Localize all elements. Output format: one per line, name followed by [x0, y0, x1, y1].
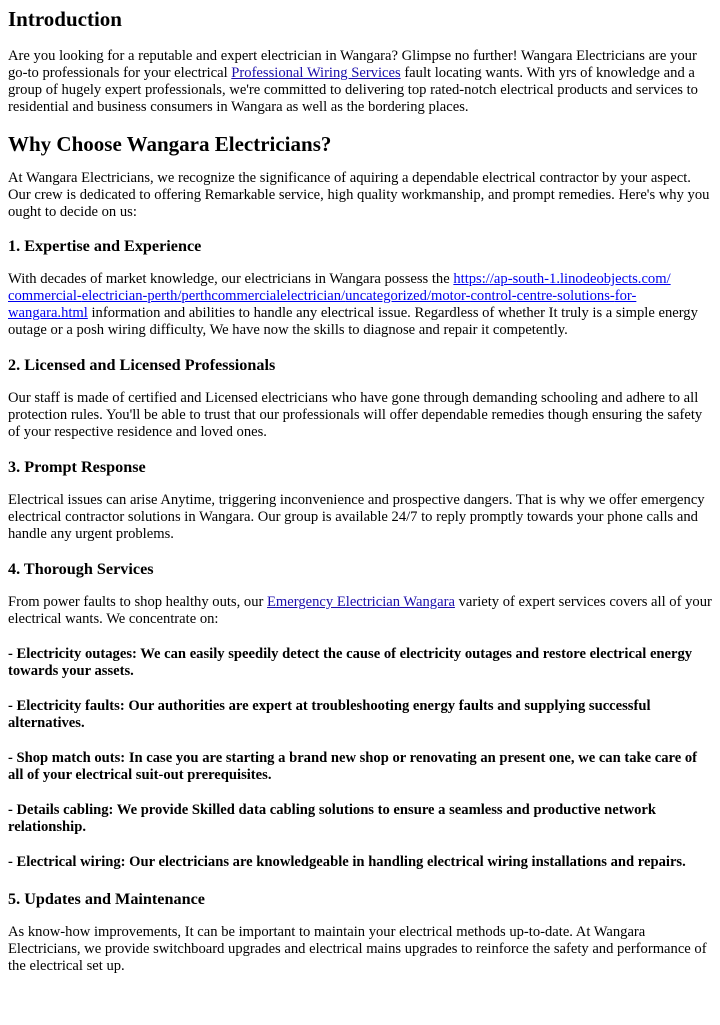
licensed-paragraph: Our staff is made of certified and Licensed electricians who have gone through demanding schooling and adhere to all protection rules. You'll be able to trust that our professionals will offer dependable remedies though ensuring the safety of your respective residence and loved ones.	[8, 390, 703, 440]
expertise-paragraph	[8, 271, 712, 339]
thorough-text-end: variety of expert services covers all of your electrical wants. We concentrate on:	[8, 594, 712, 627]
prompt-response-paragraph: Electrical issues can arise Anytime, triggering inconvenience and prospective dangers. That is why we offer emergency electrical contractor solutions in Wangara. Our group is available 24/7 to reply promptly towards your phone calls and handle any urgent problems.	[8, 492, 705, 542]
intro-heading: Introduction	[8, 7, 122, 31]
intro-text-end: fault locating wants. With yrs of knowledge and a group of hugely expert professionals, we're committed to delivering top rated-notch electrical products and services to residential and business consumers in Wangara as well as the bordering places.	[8, 65, 698, 115]
expertise-text-start: With decades of market knowledge, our electricians in Wangara possess the	[8, 271, 454, 287]
updates-heading: 5. Updates and Maintenance	[8, 890, 205, 908]
intro-text-start: Are you looking for a reputable and expert electrician in Wangara? Glimpse no further! Wangara Electricians are your go-to professionals for your electrical	[8, 48, 697, 81]
prompt-response-heading: 3. Prompt Response	[8, 458, 146, 476]
why-choose-paragraph: At Wangara Electricians, we recognize the significance of aquiring a dependable electrical contractor by your aspect. Our crew is dedicated to offering Remarkable service, high quality workmanship, and prompt remedies. Here's why you ought to decide on us:	[8, 170, 710, 220]
service-item-faults: - Electricity faults: Our authorities are expert at troubleshooting energy faults and supplying successful alternatives.	[8, 698, 651, 731]
intro-paragraph	[8, 48, 712, 116]
service-item-wiring: - Electrical wiring: Our electricians are knowledgeable in handling electrical wiring installations and repairs.	[8, 854, 686, 870]
article	[0, 7, 720, 975]
service-item-outages: - Electricity outages: We can easily speedily detect the cause of electricity outages and restore electrical energy towards your assets.	[8, 646, 693, 679]
expertise-heading: 1. Expertise and Experience	[8, 237, 202, 255]
why-choose-heading: Why Choose Wangara Electricians?	[8, 132, 332, 156]
updates-paragraph: As know-how improvements, It can be important to maintain your electrical methods up-to-date. At Wangara Electricians, we provide switchboard upgrades and electrical mains upgrades to reinforce the safety and performance of the electrical set up.	[8, 924, 707, 974]
professional-wiring-services-link[interactable]: Professional Wiring Services	[231, 65, 401, 81]
emergency-electrician-wangara-link[interactable]: Emergency Electrician Wangara	[267, 594, 455, 610]
licensed-heading: 2. Licensed and Licensed Professionals	[8, 356, 276, 374]
motor-control-centre-link[interactable]: https://ap-south-1.linodeobjects.com/commercial-electrician-perth/perthcommercialelectrician/uncategorized/motor-control-centre-solutions-for-wangara.html	[8, 271, 671, 321]
thorough-services-heading: 4. Thorough Services	[8, 560, 154, 578]
thorough-services-paragraph	[8, 594, 712, 628]
service-item-cabling: - Details cabling: We provide Skilled data cabling solutions to ensure a seamless and productive network relationship.	[8, 802, 656, 835]
expertise-text-end: information and abilities to handle any electrical issue. Regardless of whether It truly is a simple energy outage or a posh wiring difficulty, We have now the skills to diagnose and repair it competently.	[8, 305, 698, 338]
thorough-text-start: From power faults to shop healthy outs, our	[8, 594, 268, 610]
service-item-fit-outs: - Shop match outs: In case you are starting a brand new shop or renovating an present one, we can take care of all of your electrical suit-out prerequisites.	[8, 750, 698, 783]
